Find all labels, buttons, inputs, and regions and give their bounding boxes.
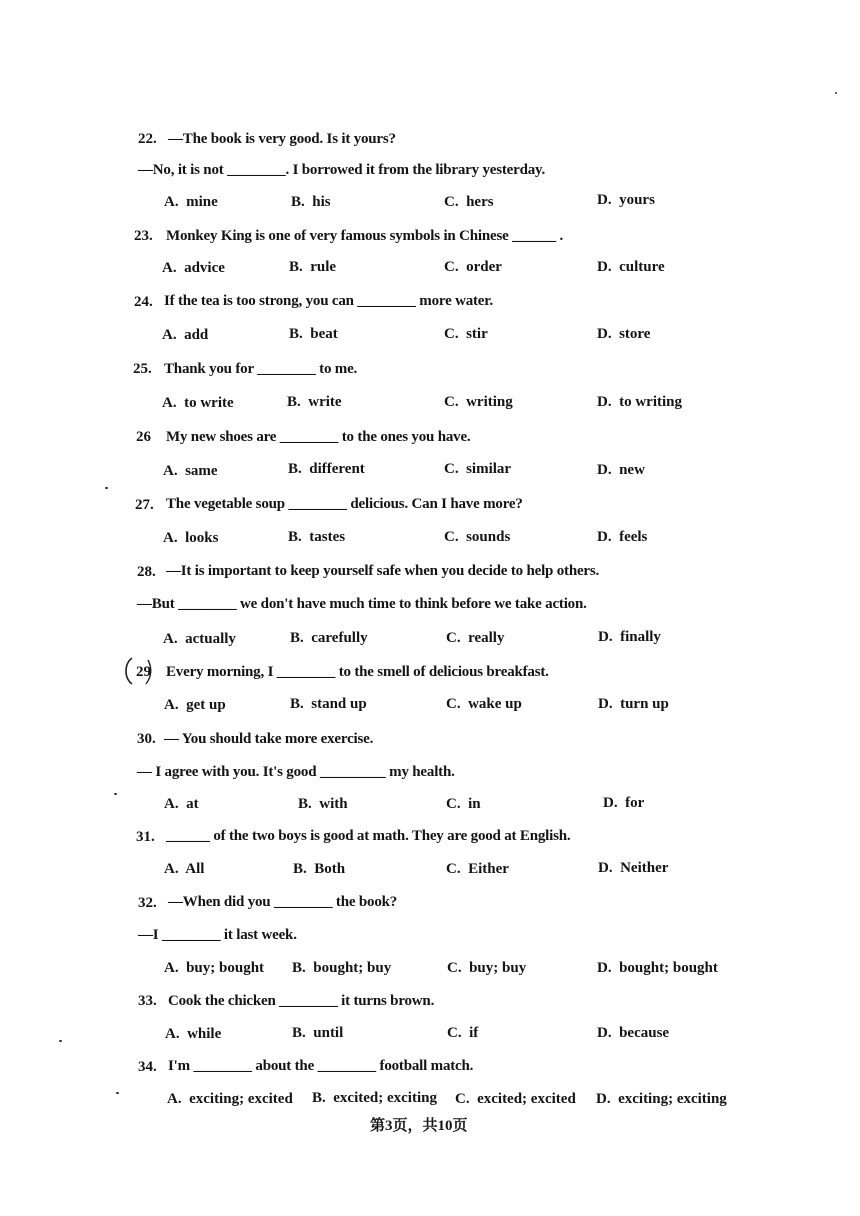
option-c[interactable]: C. hers — [444, 194, 494, 210]
question-stem: Every morning, I ________ to the smell of delicious breakfast. — [166, 664, 549, 680]
option-d[interactable]: D. Neither — [598, 860, 669, 876]
question-stem-line2: — I agree with you. It's good _________ my health. — [137, 764, 455, 780]
scan-speck — [105, 487, 108, 489]
option-a[interactable]: A. buy; bought — [164, 960, 265, 976]
option-b[interactable]: B. tastes — [288, 529, 346, 545]
question-number: 29 — [136, 664, 151, 680]
option-c[interactable]: C. order — [444, 259, 502, 275]
question-stem: Monkey King is one of very famous symbols in Chinese ______ . — [166, 228, 563, 244]
option-a[interactable]: A. actually — [163, 631, 236, 647]
option-b[interactable]: B. carefully — [290, 630, 368, 646]
option-d[interactable]: D. bought; bought — [597, 960, 718, 976]
option-b[interactable]: B. stand up — [290, 696, 367, 712]
option-b[interactable]: B. until — [292, 1025, 344, 1041]
option-a[interactable]: A. exciting; excited — [167, 1091, 293, 1107]
question-number: 33. — [138, 993, 157, 1009]
option-d[interactable]: D. finally — [598, 629, 661, 645]
option-a[interactable]: A. same — [163, 463, 218, 479]
option-d[interactable]: D. exciting; exciting — [596, 1091, 727, 1107]
option-b[interactable]: B. excited; exciting — [312, 1090, 437, 1106]
option-a[interactable]: A. All — [164, 861, 205, 877]
question-number: 31. — [136, 829, 155, 845]
question-stem: —When did you ________ the book? — [168, 894, 398, 910]
option-c[interactable]: C. in — [446, 796, 481, 812]
option-a[interactable]: A. looks — [163, 530, 219, 546]
option-a[interactable]: A. advice — [162, 260, 225, 276]
question-stem: — You should take more exercise. — [164, 731, 374, 747]
option-a[interactable]: A. mine — [164, 194, 218, 210]
option-a[interactable]: A. add — [162, 327, 209, 343]
option-c[interactable]: C. excited; excited — [455, 1091, 576, 1107]
option-d[interactable]: D. feels — [597, 529, 648, 545]
question-stem: —The book is very good. Is it yours? — [168, 131, 396, 147]
option-b[interactable]: B. Both — [293, 861, 346, 877]
question-number: 32. — [138, 895, 157, 911]
option-b[interactable]: B. rule — [289, 259, 337, 275]
question-stem-line2: —No, it is not ________. I borrowed it from the library yesterday. — [138, 162, 546, 178]
option-d[interactable]: D. yours — [597, 192, 655, 208]
option-b[interactable]: B. beat — [289, 326, 338, 342]
question-number: 25. — [133, 361, 152, 377]
option-c[interactable]: C. if — [447, 1025, 479, 1041]
page-footer: 第3页，共10页 — [370, 1118, 468, 1134]
question-stem: My new shoes are ________ to the ones you have. — [166, 429, 471, 445]
option-b[interactable]: B. his — [291, 194, 331, 210]
option-a[interactable]: A. get up — [164, 697, 226, 713]
question-stem-line2: —I ________ it last week. — [138, 927, 297, 943]
question-stem: If the tea is too strong, you can ________ more water. — [164, 293, 493, 309]
scan-speck — [835, 92, 837, 94]
option-d[interactable]: D. new — [597, 462, 645, 478]
question-stem: I'm ________ about the ________ football match. — [168, 1058, 474, 1074]
question-number: 28. — [137, 564, 156, 580]
option-d[interactable]: D. store — [597, 326, 651, 342]
question-stem: The vegetable soup ________ delicious. Can I have more? — [166, 496, 523, 512]
question-stem: Thank you for ________ to me. — [164, 361, 358, 377]
question-number: 34. — [138, 1059, 157, 1075]
option-c[interactable]: C. stir — [444, 326, 488, 342]
option-c[interactable]: C. similar — [444, 461, 512, 477]
question-number: 23. — [134, 228, 153, 244]
question-stem: Cook the chicken ________ it turns brown. — [168, 993, 435, 1009]
option-c[interactable]: C. sounds — [444, 529, 511, 545]
option-b[interactable]: B. with — [298, 796, 348, 812]
scan-speck — [59, 1040, 62, 1042]
option-c[interactable]: C. Either — [446, 861, 509, 877]
question-stem: —It is important to keep yourself safe when you decide to help others. — [166, 563, 600, 579]
question-stem-line2: —But ________ we don't have much time to think before we take action. — [137, 596, 587, 612]
question-number: 26 — [136, 429, 151, 445]
option-a[interactable]: A. to write — [162, 395, 234, 411]
option-b[interactable]: B. different — [288, 461, 365, 477]
option-b[interactable]: B. write — [287, 394, 342, 410]
option-c[interactable]: C. wake up — [446, 696, 522, 712]
option-b[interactable]: B. bought; buy — [292, 960, 392, 976]
option-c[interactable]: C. writing — [444, 394, 513, 410]
option-d[interactable]: D. culture — [597, 259, 665, 275]
option-a[interactable]: A. while — [165, 1026, 222, 1042]
option-d[interactable]: D. because — [597, 1025, 670, 1041]
option-c[interactable]: C. buy; buy — [447, 960, 527, 976]
question-number: 22. — [138, 131, 157, 147]
question-number: 24. — [134, 294, 153, 310]
option-d[interactable]: D. turn up — [598, 696, 669, 712]
option-a[interactable]: A. at — [164, 796, 199, 812]
question-number: 30. — [137, 731, 156, 747]
option-d[interactable]: D. for — [603, 795, 645, 811]
option-d[interactable]: D. to writing — [597, 394, 682, 410]
option-c[interactable]: C. really — [446, 630, 505, 646]
scan-speck — [116, 1092, 119, 1094]
question-stem: ______ of the two boys is good at math. They are good at English. — [166, 828, 571, 844]
scan-speck — [114, 793, 117, 795]
question-number: 27. — [135, 497, 154, 513]
